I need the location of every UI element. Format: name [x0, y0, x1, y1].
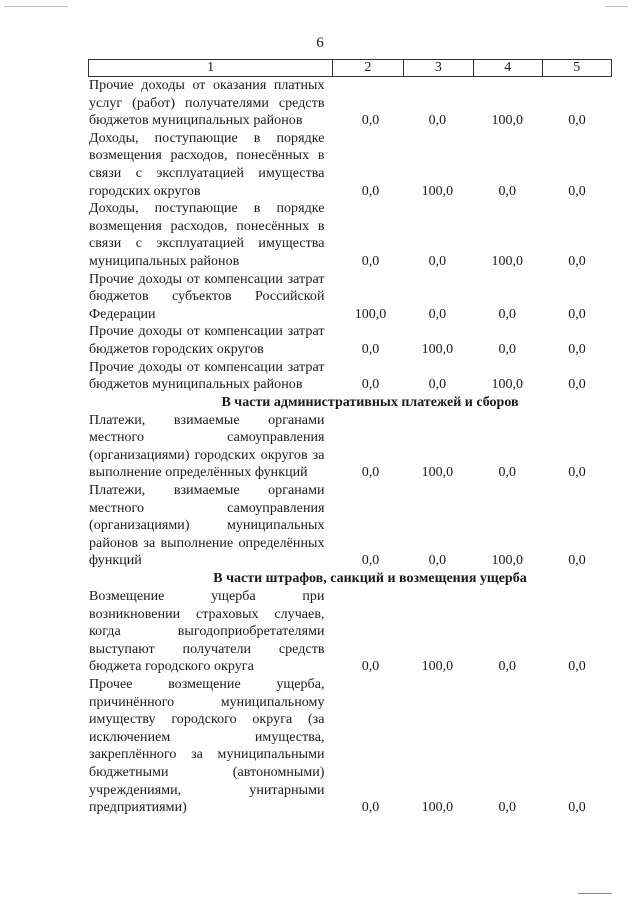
table-row [88, 676, 612, 817]
row-description: Возмещение ущерба при возникновении страховых случаев, когда выгодоприобретателями выступают получатели средств бюджета городского округа [89, 589, 325, 675]
row-value-col-5: 0,0 [568, 113, 586, 129]
row-value-col-2: 0,0 [361, 553, 380, 569]
row-value-col-2: 0,0 [361, 800, 380, 816]
row-value-col-2: 0,0 [361, 113, 380, 129]
table-row [88, 482, 612, 570]
table-body [88, 77, 612, 817]
table-header-row [88, 59, 612, 77]
row-value-col-3: 0,0 [428, 553, 447, 569]
scan-artifact-top-right [606, 6, 628, 7]
row-value-col-5: 0,0 [568, 341, 586, 357]
row-value-col-2: 0,0 [361, 183, 380, 199]
row-value-col-4: 0,0 [498, 183, 516, 199]
column-header-1: 1 [207, 60, 215, 75]
row-value-col-4: 0,0 [498, 800, 516, 816]
row-value-col-3: 100,0 [421, 659, 454, 675]
column-header-5: 5 [542, 60, 611, 76]
page-number: 6 [316, 35, 324, 51]
row-value-col-3: 0,0 [428, 253, 447, 269]
row-value-col-4: 100,0 [491, 113, 523, 129]
table-row [88, 323, 612, 358]
row-description: Прочие доходы от компенсации затрат бюджетов муниципальных районов [89, 359, 325, 393]
row-value-col-3: 100,0 [421, 341, 454, 357]
row-value-col-5: 0,0 [568, 659, 586, 675]
row-description: Прочие доходы от компенсации затрат бюджетов субъектов Российской Федерации [89, 271, 325, 322]
row-value-col-3: 0,0 [428, 306, 447, 322]
row-value-col-5: 0,0 [568, 306, 586, 322]
row-value-col-5: 0,0 [568, 377, 586, 393]
row-value-col-2: 100,0 [354, 306, 387, 322]
table-row [88, 271, 612, 324]
row-value-col-5: 0,0 [568, 800, 586, 816]
row-value-col-3: 100,0 [421, 465, 454, 481]
row-value-col-5: 0,0 [568, 465, 586, 481]
row-value-col-4: 100,0 [491, 253, 523, 269]
row-value-col-2: 0,0 [361, 341, 380, 357]
table-row [88, 200, 612, 270]
row-description: Платежи, взимаемые органами местного самоуправления (организациями) городских округов за выполнение определённых функций [89, 412, 325, 481]
row-value-col-4: 0,0 [498, 341, 516, 357]
row-description: Прочие доходы от компенсации затрат бюджетов городских округов [89, 324, 325, 357]
table-row [88, 77, 612, 130]
row-description: Платежи, взимаемые органами местного самоуправления (организациями) муниципальных районов за выполнение определённых функций [89, 483, 325, 569]
column-header-4: 4 [473, 60, 541, 76]
row-value-col-2: 0,0 [361, 377, 380, 393]
scan-artifact-top-left [4, 6, 68, 7]
row-description: Прочее возмещение ущерба, причинённого муниципальному имуществу городского округа (за исключением имущества, закреплённого за муниципальными бюджетными (автономными) учреждениями, унитарными предприятиями) [89, 677, 325, 816]
row-value-col-2: 0,0 [361, 253, 380, 269]
row-value-col-4: 100,0 [491, 553, 523, 569]
section-heading: В части административных платежей и сборов [221, 394, 519, 410]
row-description: Прочие доходы от оказания платных услуг (работ) получателями средств бюджетов муниципальных районов [89, 78, 325, 129]
table-row [88, 130, 612, 200]
scan-artifact-bottom-right [578, 893, 612, 894]
table-row [88, 359, 612, 394]
row-value-col-4: 0,0 [498, 306, 516, 322]
row-value-col-3: 0,0 [428, 113, 447, 129]
column-header-3: 3 [403, 60, 473, 76]
row-value-col-5: 0,0 [568, 183, 586, 199]
row-value-col-2: 0,0 [361, 465, 380, 481]
row-value-col-3: 0,0 [428, 377, 447, 393]
row-value-col-3: 100,0 [421, 183, 454, 199]
row-value-col-2: 0,0 [361, 659, 380, 675]
distribution-table [88, 59, 612, 817]
table-row [88, 412, 612, 482]
table-row [88, 588, 612, 676]
row-description: Доходы, поступающие в порядке возмещения расходов, понесённых в связи с эксплуатацией имущества муниципальных районов [89, 201, 325, 269]
row-value-col-4: 0,0 [498, 659, 516, 675]
row-value-col-3: 100,0 [421, 800, 454, 816]
section-heading: В части штрафов, санкций и возмещения ущерба [213, 571, 527, 587]
row-value-col-4: 100,0 [491, 377, 523, 393]
column-header-2: 2 [332, 60, 402, 76]
row-value-col-4: 0,0 [498, 465, 516, 481]
row-description: Доходы, поступающие в порядке возмещения расходов, понесённых в связи с эксплуатацией имущества городских округов [89, 130, 325, 199]
row-value-col-5: 0,0 [568, 253, 586, 269]
row-value-col-5: 0,0 [568, 553, 586, 569]
